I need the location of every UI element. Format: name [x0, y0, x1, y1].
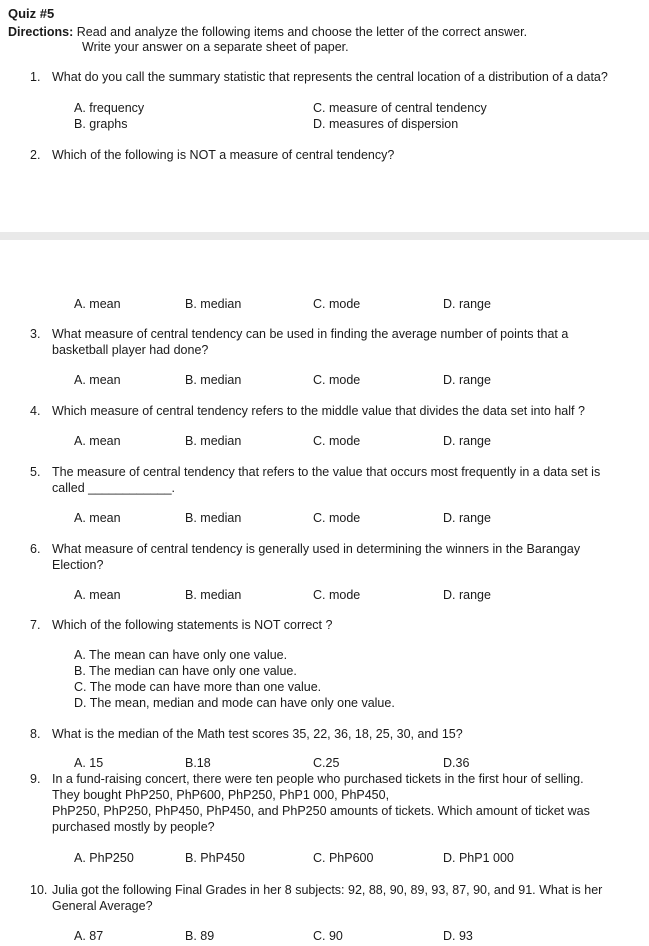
q3-text-line2: basketball player had done?	[52, 343, 209, 357]
q7-option-c[interactable]: C. The mode can have more than one value.	[74, 680, 322, 694]
q5-option-a[interactable]: A. mean	[74, 511, 121, 525]
q7-option-a[interactable]: A. The mean can have only one value.	[74, 648, 288, 662]
q4-option-d[interactable]: D. range	[443, 434, 491, 448]
q10-option-a[interactable]: A. 87	[74, 929, 104, 943]
quiz-title: Quiz #5	[8, 6, 55, 21]
q9-text-line4: purchased mostly by people?	[52, 820, 215, 834]
directions-line2: Write your answer on a separate sheet of paper.	[82, 40, 349, 54]
q10-option-b[interactable]: B. 89	[185, 929, 215, 943]
q4-number: 4.	[30, 404, 41, 418]
q8-option-d[interactable]: D.36	[443, 756, 470, 770]
q4-text: Which measure of central tendency refers to the middle value that divides the data set into half ?	[52, 404, 585, 418]
q7-option-d[interactable]: D. The mean, median and mode can have only one value.	[74, 696, 395, 710]
q3-text-line1: What measure of central tendency can be used in finding the average number of points that a	[52, 327, 569, 341]
q10-number: 10.	[30, 883, 48, 897]
q1-option-a[interactable]: A. frequency	[74, 101, 145, 115]
q9-number: 9.	[30, 772, 41, 786]
q9-option-d[interactable]: D. PhP1 000	[443, 851, 514, 865]
q8-number: 8.	[30, 727, 41, 741]
q6-text-line2: Election?	[52, 558, 104, 572]
q3-option-d[interactable]: D. range	[443, 373, 491, 387]
q7-number: 7.	[30, 618, 41, 632]
q5-text-line1: The measure of central tendency that refers to the value that occurs most frequently in a data set is	[52, 465, 601, 479]
directions-line1: Read and analyze the following items and choose the letter of the correct answer.	[76, 25, 528, 39]
q9-option-b[interactable]: B. PhP450	[185, 851, 245, 865]
q2-option-b[interactable]: B. median	[185, 297, 242, 311]
q4-option-c[interactable]: C. mode	[313, 434, 361, 448]
q6-option-d[interactable]: D. range	[443, 588, 491, 602]
q10-option-c[interactable]: C. 90	[313, 929, 343, 943]
q4-option-b[interactable]: B. median	[185, 434, 242, 448]
q6-number: 6.	[30, 542, 41, 556]
q9-text-line1: In a fund-raising concert, there were ten people who purchased tickets in the first hour of selling.	[52, 772, 584, 786]
q9-option-a[interactable]: A. PhP250	[74, 851, 134, 865]
directions-label: Directions:	[8, 25, 74, 39]
q9-text-line2: They bought PhP250, PhP600, PhP250, PhP1 000, PhP450,	[52, 788, 390, 802]
q2-number: 2.	[30, 148, 41, 162]
q8-text: What is the median of the Math test scores 35, 22, 36, 18, 25, 30, and 15?	[52, 727, 463, 741]
q9-text-line3: PhP250, PhP250, PhP450, PhP450, and PhP250 amounts of tickets. Which amount of ticket was	[52, 804, 590, 818]
q8-option-a[interactable]: A. 15	[74, 756, 104, 770]
q2-option-c[interactable]: C. mode	[313, 297, 361, 311]
q7-option-b[interactable]: B. The median can have only one value.	[74, 664, 297, 678]
q9-option-c[interactable]: C. PhP600	[313, 851, 374, 865]
page-gap-divider	[0, 232, 649, 240]
q3-option-c[interactable]: C. mode	[313, 373, 361, 387]
q10-text-line2: General Average?	[52, 899, 153, 913]
q8-option-b[interactable]: B.18	[185, 756, 211, 770]
q5-option-d[interactable]: D. range	[443, 511, 491, 525]
q8-option-c[interactable]: C.25	[313, 756, 340, 770]
q3-option-a[interactable]: A. mean	[74, 373, 121, 387]
q3-option-b[interactable]: B. median	[185, 373, 242, 387]
q6-option-b[interactable]: B. median	[185, 588, 242, 602]
q5-option-b[interactable]: B. median	[185, 511, 242, 525]
q2-option-d[interactable]: D. range	[443, 297, 491, 311]
q5-text-line2: called ____________.	[52, 481, 176, 495]
directions	[8, 25, 527, 40]
q10-option-d[interactable]: D. 93	[443, 929, 473, 943]
q1-option-c[interactable]: C. measure of central tendency	[313, 101, 487, 115]
q5-option-c[interactable]: C. mode	[313, 511, 361, 525]
q10-text-line1: Julia got the following Final Grades in her 8 subjects: 92, 88, 90, 89, 93, 87, 90, and 91. What is her	[52, 883, 603, 897]
q1-text: What do you call the summary statistic that represents the central location of a distribution of a data?	[52, 70, 608, 84]
q6-text-line1: What measure of central tendency is generally used in determining the winners in the Barangay	[52, 542, 581, 556]
q1-option-b[interactable]: B. graphs	[74, 117, 128, 131]
q4-option-a[interactable]: A. mean	[74, 434, 121, 448]
q2-text: Which of the following is NOT a measure of central tendency?	[52, 148, 395, 162]
q1-option-d[interactable]: D. measures of dispersion	[313, 117, 459, 131]
q3-number: 3.	[30, 327, 41, 341]
q5-number: 5.	[30, 465, 41, 479]
q7-text: Which of the following statements is NOT correct ?	[52, 618, 333, 632]
q6-option-a[interactable]: A. mean	[74, 588, 121, 602]
q2-option-a[interactable]: A. mean	[74, 297, 121, 311]
q1-number: 1.	[30, 70, 41, 84]
q6-option-c[interactable]: C. mode	[313, 588, 361, 602]
